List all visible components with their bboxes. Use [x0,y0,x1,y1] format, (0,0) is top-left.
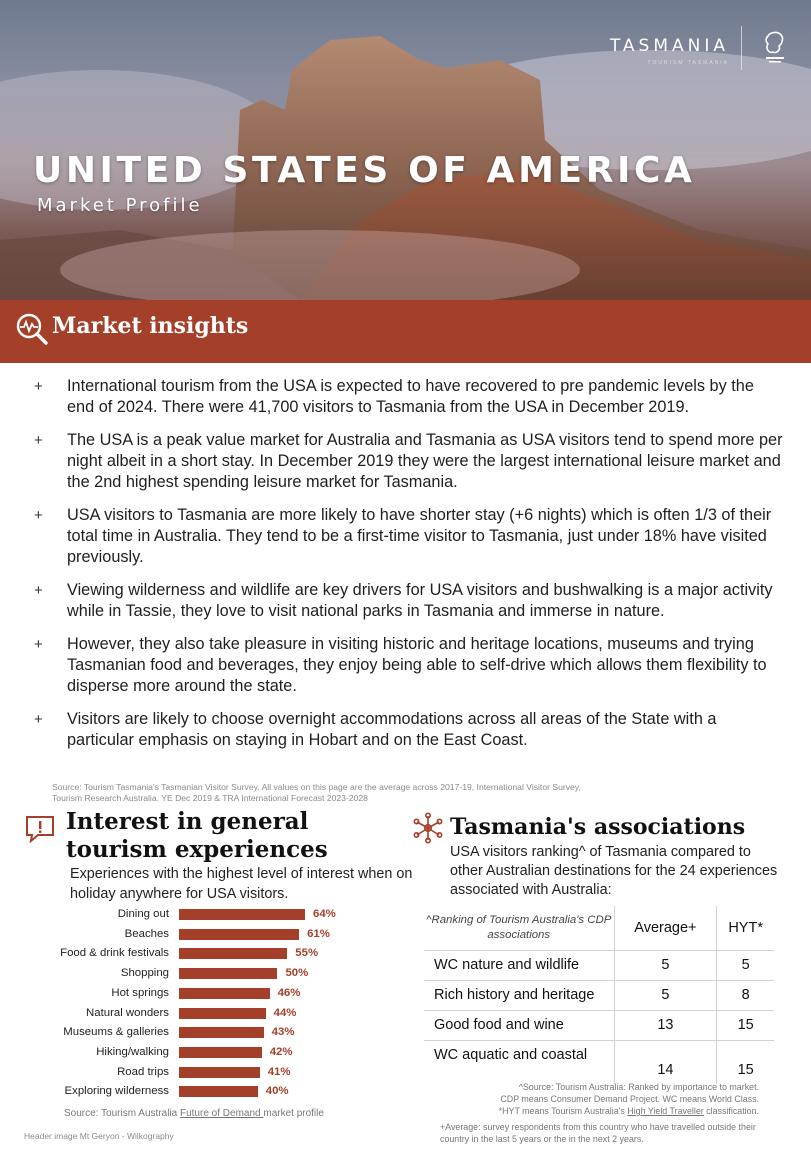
list-item: + Visitors are likely to choose overnight accommodations across all areas of the State with a particular emphasis on staying in Hobart and on the East Coast. [34,710,717,749]
bullet-plus: + [34,711,43,728]
brand-wordmark: TASMANIA [609,36,729,56]
bullet-plus: + [34,582,43,599]
bar-label: Exploring wilderness [64,1085,169,1098]
associations-notes: ^Source: Tourism Australia: Ranked by importance to market. CDP means Consumer Demand Project. WC means World Class. *HYT means Tourism Australia's High Yield Traveller classification. [498,1082,759,1116]
insights-list [34,376,784,763]
list-item: + Viewing wilderness and wildlife are key drivers for USA visitors and bushwalking is a major activity while in Tassie, they love to visit national parks in Tasmania and immerse in nature. [34,581,773,620]
brand-divider [741,26,742,70]
bar-label: Museums & galleries [63,1026,169,1039]
interest-source: Source: Tourism Australia Future of Demand market profile [64,1108,324,1119]
table-header-average: Average+ [614,906,717,950]
bar-value-label: 40% [265,1085,289,1098]
list-item: + However, they also take pleasure in visiting historic and heritage locations, museums and trying Tasmanian food and beverages, they enjoy being able to self-drive which allows them flexibility to disperse more around the state. [34,635,767,695]
bar [179,1047,262,1058]
bar-label: Beaches [124,927,169,940]
bar [179,1086,258,1097]
bar-label: Food & drink festivals [60,947,169,960]
page-title: UNITED STATES OF AMERICA [33,150,696,191]
bar [179,988,270,999]
bar [179,948,287,959]
bar [179,1067,260,1078]
table-row: WC aquatic and coastal 14 15 [424,1040,774,1084]
bar [179,1008,266,1019]
magnifier-pulse-icon [14,312,50,348]
future-of-demand-link[interactable]: Future of Demand [179,1108,264,1119]
bar-value-label: 41% [267,1065,291,1078]
associations-title: Tasmania's associations [450,814,746,840]
associations-description: USA visitors ranking^ of Tasmania compared to other Australian destinations for the 24 experiences associated with Australia: [450,844,778,898]
interest-title: Interest in general tourism experiences [66,808,328,863]
bar-value-label: 55% [295,947,319,960]
table-header-hyt: HYT* [717,906,774,950]
bullet-plus: + [34,432,43,449]
list-item: + International tourism from the USA is expected to have recovered to pre pandemic levels by the end of 2024. There were 41,700 visitors to Tasmania from the USA in December 2019. [34,377,754,416]
list-item: + The USA is a peak value market for Australia and Tasmania as USA visitors tend to spend more per night albeit in a short stay. In December 2019 they were the largest international leisure market and the 2nd highest spending leisure market for Tasmania. [34,431,783,491]
bar-value-label: 46% [277,986,301,999]
alert-speech-bubble-icon [24,814,56,844]
bar [179,909,305,920]
bullet-plus: + [34,636,43,653]
table-header-ranking: ^Ranking of Tourism Australia's CDP associations [424,906,614,950]
table-header-row [424,906,774,950]
bar-label: Road trips [117,1065,169,1078]
interest-description: Experiences with the highest level of interest when on holiday anywhere for USA visitors. [70,866,413,902]
table-row: Rich history and heritage 5 8 [424,980,774,1010]
image-credit: Header image Mt Geryon - Wilkography [24,1131,174,1141]
bar-label: Natural wonders [86,1006,169,1019]
section-title: Market insights [52,313,249,339]
tasmania-emblem-icon [760,26,790,66]
bar-value-label: 61% [307,927,330,940]
bullet-plus: + [34,507,43,524]
header-image [0,0,811,300]
bar-label: Shopping [120,967,169,980]
bar-value-label: 64% [313,908,336,920]
bar [179,968,277,979]
bullet-plus: + [34,378,43,395]
bar-value-label: 43% [271,1026,295,1039]
source-note: Source: Tourism Tasmania's Tasmanian Visitor Survey. All values on this page are the average across 2017-19, International Visitor Survey, Tourism Research Australia. YE Dec 2019 & TRA International Forecast 2023-2028 [52,782,581,803]
brand-tagline: TOURISM TASMANIA [647,60,729,66]
bar [179,1027,264,1038]
average-note: +Average: survey respondents from this country who have travelled outside their country in the last 5 years or the in the next 2 years. [440,1122,756,1144]
bar-value-label: 50% [285,967,309,980]
bar-label: Hot springs [111,986,169,999]
market-insights-banner [0,300,811,363]
bar-label: Dining out [117,908,169,920]
page-subtitle: Market Profile [37,195,203,216]
bar [179,929,299,940]
bar-label: Hiking/walking [96,1045,169,1058]
table-row: Good food and wine 13 15 [424,1010,774,1040]
bar-value-label: 44% [273,1006,297,1019]
high-yield-traveller-link[interactable]: High Yield Traveller [627,1106,704,1116]
network-nodes-icon [412,812,444,844]
associations-table [424,906,774,1084]
list-item: + USA visitors to Tasmania are more likely to have shorter stay (+6 nights) which is often 1/3 of their total time in Australia. They tend to be a first-time visitor to Tasmania, just under 18% have visited previously. [34,506,772,566]
bar-value-label: 42% [269,1045,293,1058]
table-row: WC nature and wildlife 5 5 [424,950,774,980]
